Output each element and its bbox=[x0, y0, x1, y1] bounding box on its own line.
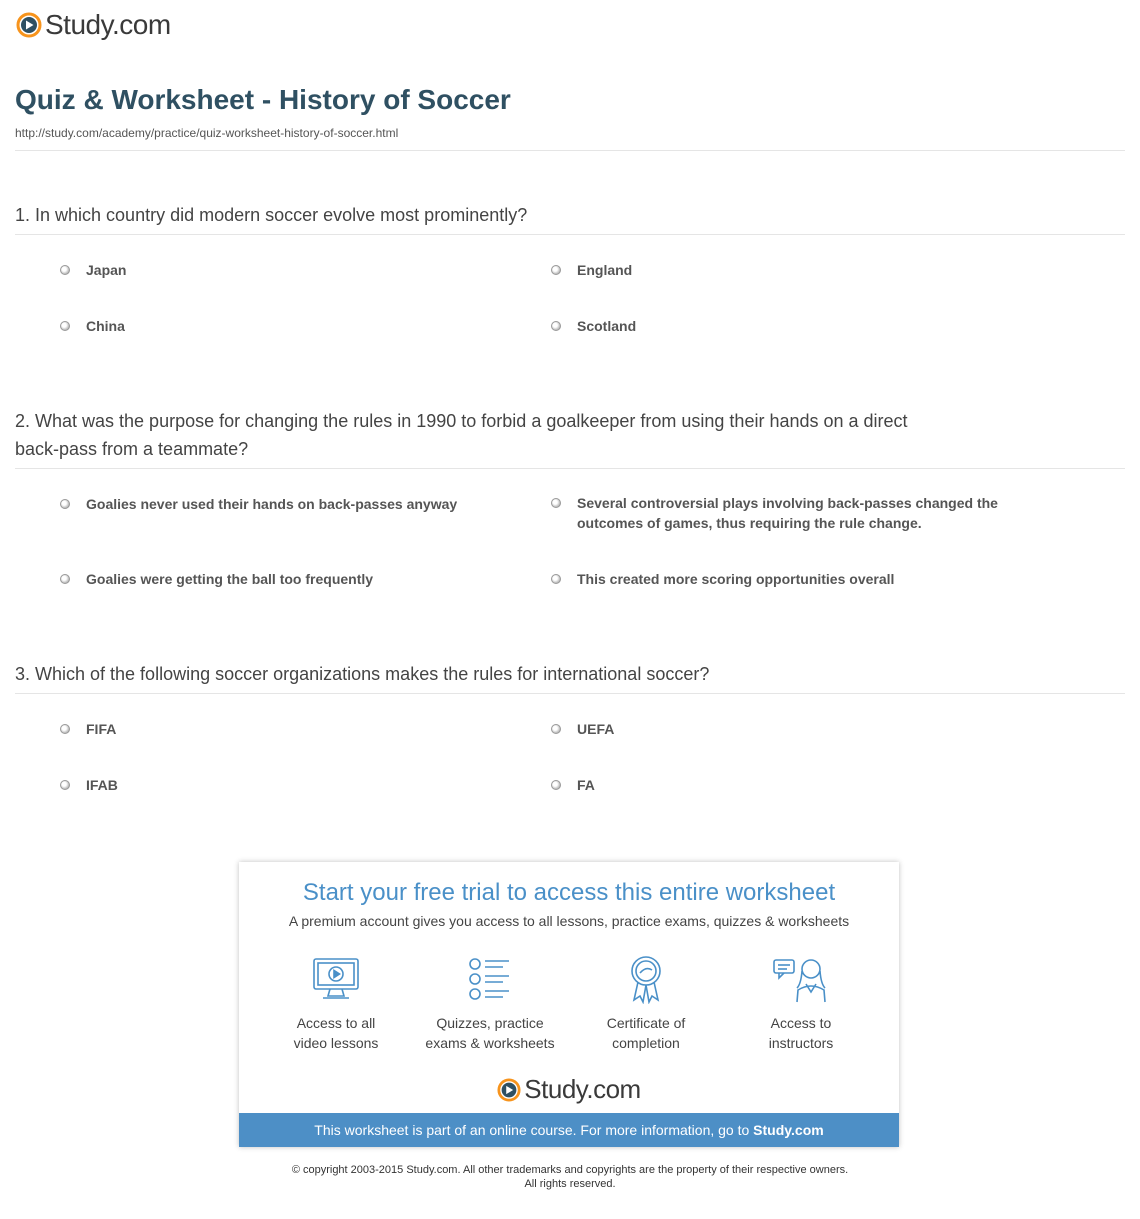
bar-text: This worksheet is part of an online course. For more information, go to bbox=[314, 1122, 750, 1138]
divider bbox=[15, 468, 1125, 469]
feature-video-lessons bbox=[261, 954, 411, 1053]
answer-label: UEFA bbox=[577, 721, 615, 737]
radio-button[interactable] bbox=[551, 780, 561, 790]
radio-button[interactable] bbox=[60, 574, 70, 584]
page-url: http://study.com/academy/practice/quiz-worksheet-history-of-soccer.html bbox=[15, 126, 399, 140]
play-logo-icon bbox=[16, 12, 42, 38]
question-2: 2. What was the purpose for changing the rules in 1990 to forbid a goalkeeper from using their hands on a direct back-pass from a teammate? bbox=[15, 411, 908, 459]
answer-option[interactable] bbox=[551, 316, 1027, 336]
answer-option[interactable] bbox=[60, 494, 536, 514]
feature-quizzes bbox=[415, 954, 565, 1053]
feature-line: completion bbox=[612, 1035, 680, 1051]
certificate-icon bbox=[621, 954, 671, 1004]
radio-button[interactable] bbox=[551, 574, 561, 584]
answer-label: Goalies were getting the ball too frequently bbox=[86, 571, 374, 587]
feature-certificate bbox=[571, 954, 721, 1053]
feature-instructors bbox=[726, 954, 876, 1053]
logo-text: Study.com bbox=[45, 9, 171, 40]
feature-label bbox=[261, 1013, 411, 1053]
feature-label bbox=[571, 1013, 721, 1053]
copyright-footer bbox=[0, 1163, 1140, 1191]
radio-button[interactable] bbox=[551, 265, 561, 275]
study-logo[interactable] bbox=[16, 9, 171, 41]
feature-line: Certificate of bbox=[606, 1015, 686, 1031]
radio-button[interactable] bbox=[60, 499, 70, 509]
radio-button[interactable] bbox=[60, 780, 70, 790]
answer-label: FIFA bbox=[86, 721, 117, 737]
promo-subtitle: A premium account gives you access to all lessons, practice exams, quizzes & worksheets bbox=[288, 913, 850, 929]
feature-line: Quizzes, practice bbox=[436, 1015, 544, 1031]
answer-option[interactable] bbox=[551, 775, 1027, 795]
radio-button[interactable] bbox=[60, 321, 70, 331]
video-lesson-icon bbox=[311, 954, 361, 1004]
promo-title[interactable]: Start your free trial to access this entire worksheet bbox=[302, 879, 836, 906]
answer-label: Several controversial plays involving back-passes changed the outcomes of games, thus requiring the rule change. bbox=[577, 495, 998, 531]
radio-button[interactable] bbox=[60, 265, 70, 275]
logo-text: Study.com bbox=[524, 1074, 641, 1104]
play-logo-icon bbox=[497, 1078, 521, 1102]
answer-option[interactable] bbox=[60, 719, 536, 739]
answer-option[interactable] bbox=[60, 569, 536, 589]
question-1: 1. In which country did modern soccer evolve most prominently? bbox=[15, 205, 528, 225]
feature-line: video lessons bbox=[293, 1035, 379, 1051]
answer-option[interactable] bbox=[551, 260, 1027, 280]
divider bbox=[15, 150, 1125, 151]
answer-label: Goalies never used their hands on back-passes anyway bbox=[86, 496, 458, 512]
quiz-list-icon bbox=[465, 954, 515, 1004]
question-3: 3. Which of the following soccer organizations makes the rules for international soccer? bbox=[15, 664, 710, 684]
answer-label: This created more scoring opportunities overall bbox=[577, 571, 895, 587]
answer-option[interactable] bbox=[551, 493, 1027, 533]
copyright-text: © copyright 2003-2015 Study.com. All other trademarks and copyrights are the property of their respective owners. bbox=[291, 1164, 849, 1176]
course-info-bar[interactable] bbox=[239, 1113, 899, 1147]
feature-label bbox=[415, 1013, 565, 1053]
instructor-icon bbox=[771, 954, 831, 1004]
answer-label: IFAB bbox=[86, 777, 118, 793]
answer-label: FA bbox=[577, 777, 595, 793]
answer-option[interactable] bbox=[60, 775, 536, 795]
page-title: Quiz & Worksheet - History of Soccer bbox=[15, 84, 511, 115]
answer-option[interactable] bbox=[551, 569, 1027, 589]
answer-option[interactable] bbox=[60, 260, 536, 280]
radio-button[interactable] bbox=[551, 498, 561, 508]
radio-button[interactable] bbox=[551, 724, 561, 734]
study-link[interactable]: Study.com bbox=[753, 1122, 824, 1138]
answer-label: England bbox=[577, 262, 633, 278]
feature-line: Access to bbox=[770, 1015, 832, 1031]
radio-button[interactable] bbox=[551, 321, 561, 331]
divider bbox=[15, 693, 1125, 694]
promo-logo[interactable] bbox=[239, 1074, 899, 1105]
feature-line: exams & worksheets bbox=[425, 1035, 555, 1051]
rights-text: All rights reserved. bbox=[524, 1178, 616, 1190]
feature-line: Access to all bbox=[296, 1015, 376, 1031]
divider bbox=[15, 234, 1125, 235]
answer-option[interactable] bbox=[551, 719, 1027, 739]
radio-button[interactable] bbox=[60, 724, 70, 734]
answer-option[interactable] bbox=[60, 316, 536, 336]
answer-label: China bbox=[86, 318, 125, 334]
answer-label: Scotland bbox=[577, 318, 637, 334]
feature-label bbox=[726, 1013, 876, 1053]
feature-line: instructors bbox=[768, 1035, 834, 1051]
free-trial-promo[interactable] bbox=[239, 862, 899, 1147]
answer-label: Japan bbox=[86, 262, 127, 278]
